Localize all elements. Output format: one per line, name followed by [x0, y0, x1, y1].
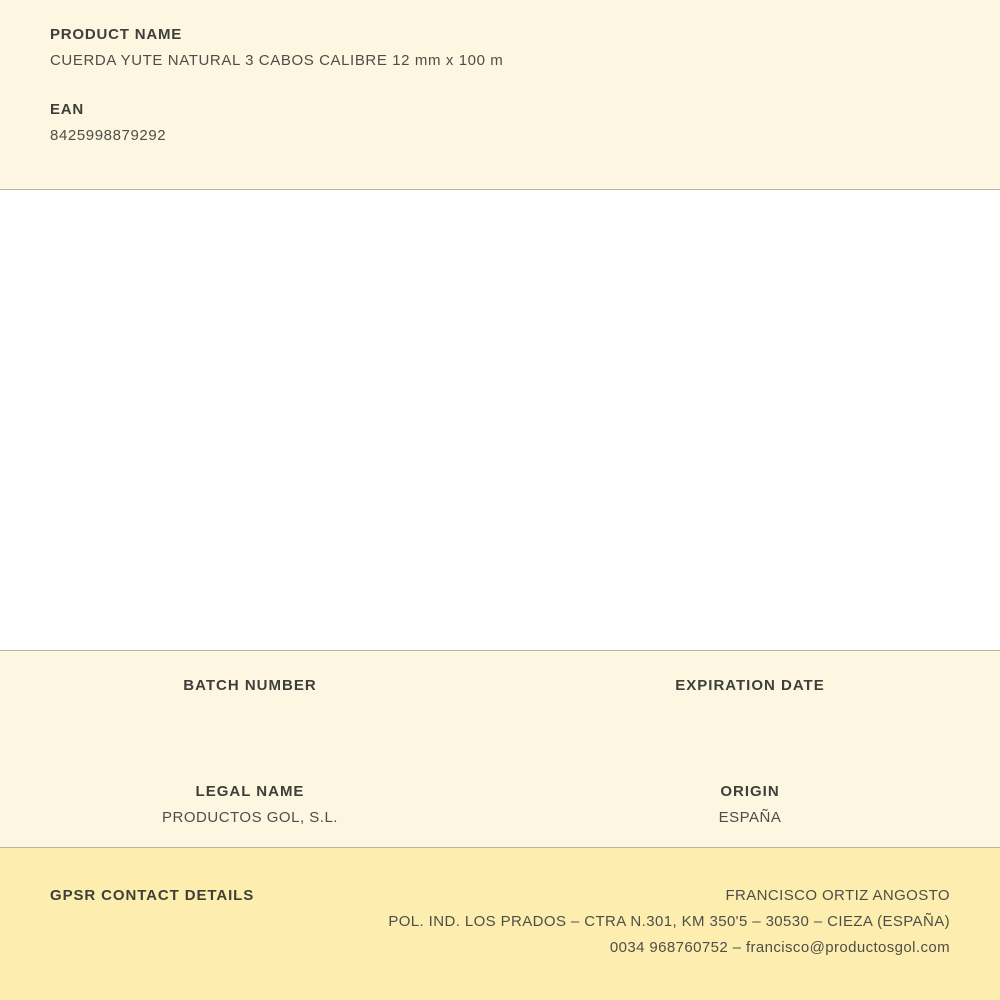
batch-number-cell: [0, 677, 500, 721]
product-info-block: [0, 651, 1000, 848]
legal-name-cell: [0, 783, 500, 827]
gpsr-phone-email: 0034 968760752 – francisco@productosgol.com: [609, 939, 950, 956]
expiration-date-cell: [500, 677, 1000, 721]
ean-group: [50, 101, 950, 144]
legal-name-label: LEGAL NAME: [195, 783, 305, 800]
ean-label: EAN: [50, 101, 85, 118]
product-name-label: PRODUCT NAME: [50, 26, 183, 43]
expiration-date-label: EXPIRATION DATE: [675, 677, 825, 694]
origin-label: ORIGIN: [720, 783, 780, 800]
product-name-value: CUERDA YUTE NATURAL 3 CABOS CALIBRE 12 mm x 100 m: [50, 52, 504, 69]
legal-name-value: PRODUCTOS GOL, S.L.: [162, 809, 338, 826]
gpsr-contact-name: FRANCISCO ORTIZ ANGOSTO: [725, 887, 950, 904]
gpsr-footer: [0, 848, 1000, 1000]
origin-cell: [500, 783, 1000, 827]
batch-expiration-row: [0, 677, 1000, 721]
batch-number-value: [0, 703, 500, 721]
product-name-group: [50, 26, 950, 69]
gpsr-title: GPSR CONTACT DETAILS: [50, 887, 255, 904]
product-header-block: [0, 0, 1000, 190]
expiration-date-value: [500, 703, 1000, 721]
gpsr-contact-lines: [388, 887, 950, 956]
legal-origin-row: [0, 783, 1000, 827]
gpsr-address: POL. IND. LOS PRADOS – CTRA N.301, KM 350'5 – 30530 – CIEZA (ESPAÑA): [388, 913, 950, 930]
product-image-area: [0, 190, 1000, 651]
origin-value: ESPAÑA: [718, 809, 782, 826]
ean-value: 8425998879292: [50, 127, 167, 144]
batch-number-label: BATCH NUMBER: [183, 677, 317, 694]
